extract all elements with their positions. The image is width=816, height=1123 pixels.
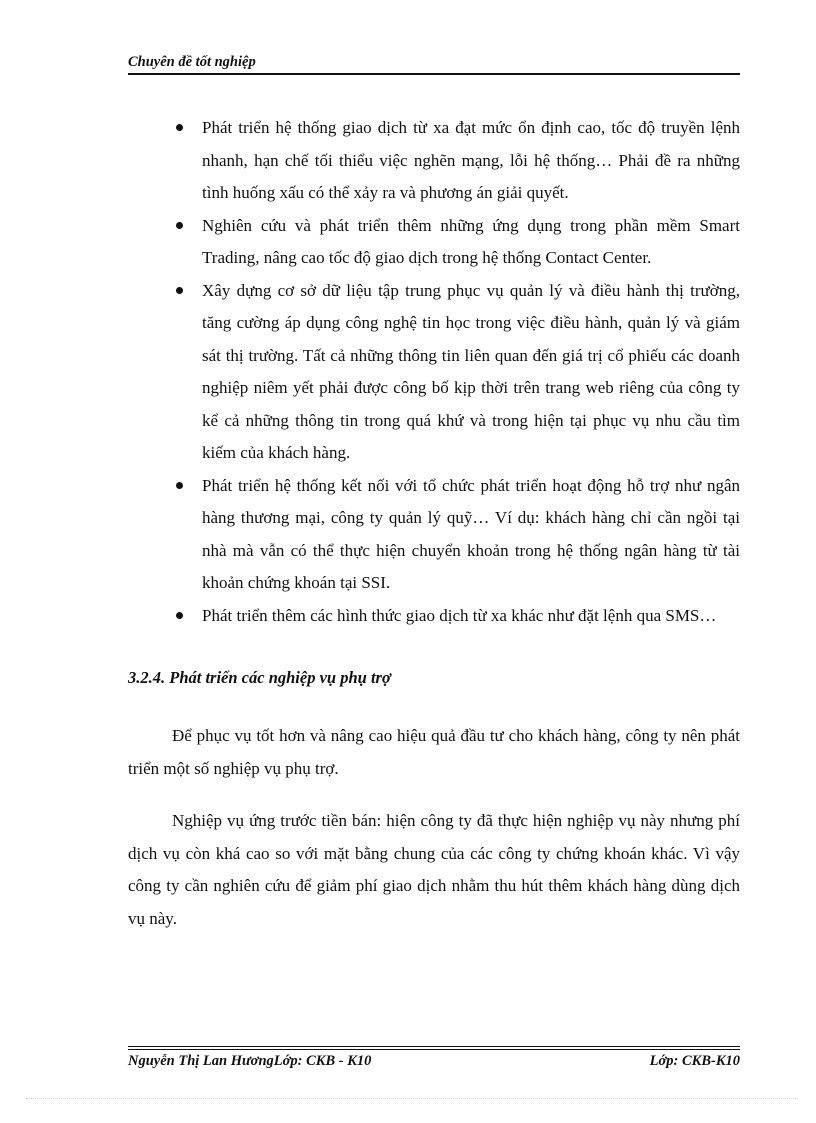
- bullet-item: [128, 210, 740, 275]
- page-header: [128, 53, 740, 71]
- page-edge-divider: [26, 1098, 796, 1099]
- bullet-text: Nghiên cứu và phát triển thêm những ứng dụng trong phần mềm Smart Trading, nâng cao tốc độ giao dịch trong hệ thống Contact Center.: [202, 215, 740, 267]
- header-title: Chuyên đề tốt nghiệp: [128, 54, 256, 70]
- bullet-item: [128, 470, 740, 600]
- footer-rule-bottom: [128, 1049, 740, 1050]
- section-heading: 3.2.4. Phát triển các nghiệp vụ phụ trợ: [128, 668, 391, 687]
- bullet-item: [128, 275, 740, 470]
- bullet-text: Phát triển thêm các hình thức giao dịch từ xa khác như đặt lệnh qua SMS…: [202, 605, 717, 625]
- paragraph: Để phục vụ tốt hơn và nâng cao hiệu quả đầu tư cho khách hàng, công ty nên phát triển một số nghiệp vụ phụ trợ.: [128, 726, 740, 778]
- bullet-icon: [176, 612, 183, 619]
- bullet-list: [128, 112, 740, 632]
- bullet-icon: [176, 287, 183, 294]
- bullet-icon: [176, 482, 183, 489]
- bullet-item: [128, 600, 740, 633]
- bullet-icon: [176, 124, 183, 131]
- header-rule: [128, 73, 740, 75]
- bullet-text: Phát triển hệ thống kết nối với tổ chức phát triển hoạt động hỗ trợ như ngân hàng thương mại, công ty quản lý quỹ… Ví dụ: khách hàng chỉ cần ngồi tại nhà mà vẫn có thể thực hiện chuyển khoản trong hệ thống ngân hàng từ tài khoản chứng khoán tại SSI.: [202, 475, 740, 592]
- footer-author: Nguyễn Thị Lan HươngLớp: CKB - K10: [128, 1053, 372, 1069]
- page-footer: [128, 1053, 740, 1070]
- page-content: [128, 112, 740, 935]
- footer-class: Lớp: CKB-K10: [649, 1053, 740, 1069]
- bullet-text: Xây dựng cơ sở dữ liệu tập trung phục vụ quản lý và điều hành thị trường, tăng cường áp dụng công nghệ tin học trong việc điều hành, quản lý và giám sát thị trường. Tất cả những thông tin liên quan đến giá trị cổ phiếu các doanh nghiệp niêm yết phải được công bố kịp thời trên trang web riêng của công ty kể cả những thông tin trong quá khứ và trong hiện tại phục vụ nhu cầu tìm kiếm của khách hàng.: [202, 280, 740, 462]
- bullet-icon: [176, 222, 183, 229]
- bullet-text: Phát triển hệ thống giao dịch từ xa đạt mức ổn định cao, tốc độ truyền lệnh nhanh, hạn chế tối thiểu việc nghẽn mạng, lỗi hệ thống… Phải đề ra những tình huống xấu có thể xảy ra và phương án giải quyết.: [202, 118, 740, 202]
- paragraph: Nghiệp vụ ứng trước tiền bán: hiện công ty đã thực hiện nghiệp vụ này nhưng phí dịch vụ còn khá cao so với mặt bằng chung của các công ty chứng khoán khác. Vì vậy công ty cần nghiên cứu để giảm phí giao dịch nhằm thu hút thêm khách hàng dùng dịch vụ này.: [128, 811, 740, 928]
- footer-rule-top: [128, 1046, 740, 1047]
- bullet-item: [128, 112, 740, 210]
